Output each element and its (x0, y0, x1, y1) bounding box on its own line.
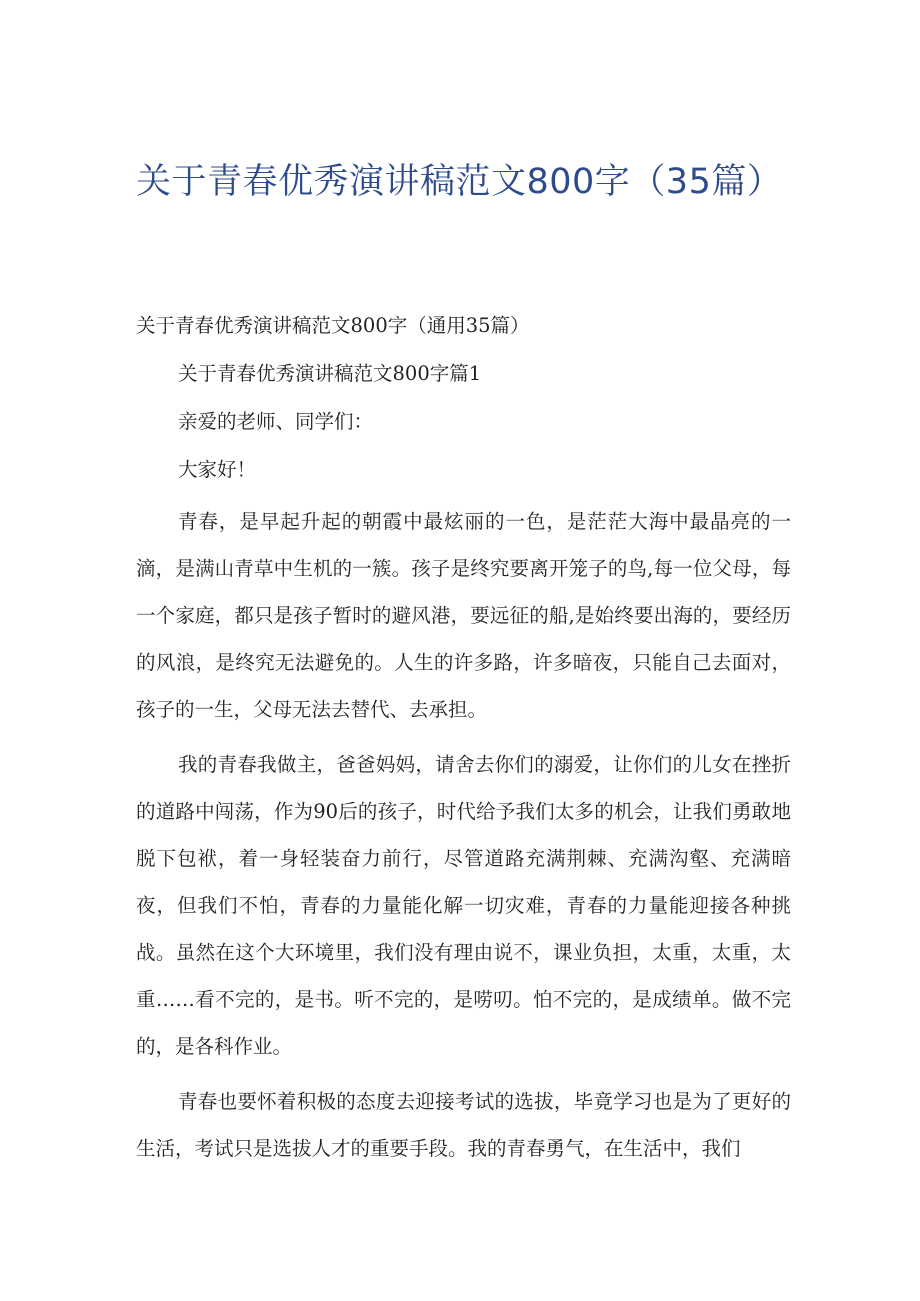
greeting: 大家好！ (178, 458, 257, 481)
document-title: 关于青春优秀演讲稿范文800字（35篇） (136, 162, 783, 202)
salutation: 亲爱的老师、同学们： (178, 410, 374, 433)
document-subtitle: 关于青春优秀演讲稿范文800字（通用35篇） (136, 314, 530, 337)
document-body (136, 306, 791, 1180)
paragraph-3: 青春也要怀着积极的态度去迎接考试的选拔，毕竟学习也是为了更好的生活，考试只是选拔人才的重要手段。我的青春勇气，在生活中，我们 (136, 1090, 791, 1160)
paragraph-2: 我的青春我做主，爸爸妈妈，请舍去你们的溺爱，让你们的儿女在挫折的道路中闯荡，作为90后的孩子，时代给予我们太多的机会，让我们勇敢地脱下包袱，着一身轻装奋力前行，尽管道路充满荆棘、充满沟壑、充满暗夜，但我们不怕，青春的力量能化解一切灾难，青春的力量能迎接各种挑战。虽然在这个大环境里，我们没有理由说不，课业负担，太重，太重，太重……看不完的，是书。听不完的，是唠叨。怕不完的，是成绩单。做不完的，是各科作业。 (136, 753, 791, 1058)
section-heading: 关于青春优秀演讲稿范文800字篇1 (178, 362, 482, 385)
paragraph-1: 青春，是早起升起的朝霞中最炫丽的一色，是茫茫大海中最晶亮的一滴，是满山青草中生机的一簇。孩子是终究要离开笼子的鸟,每一位父母，每一个家庭，都只是孩子暂时的避风港，要远征的船,是始终要出海的，要经历的风浪，是终究无法避免的。人生的许多路，许多暗夜，只能自己去面对，孩子的一生，父母无法去替代、去承担。 (136, 510, 791, 721)
